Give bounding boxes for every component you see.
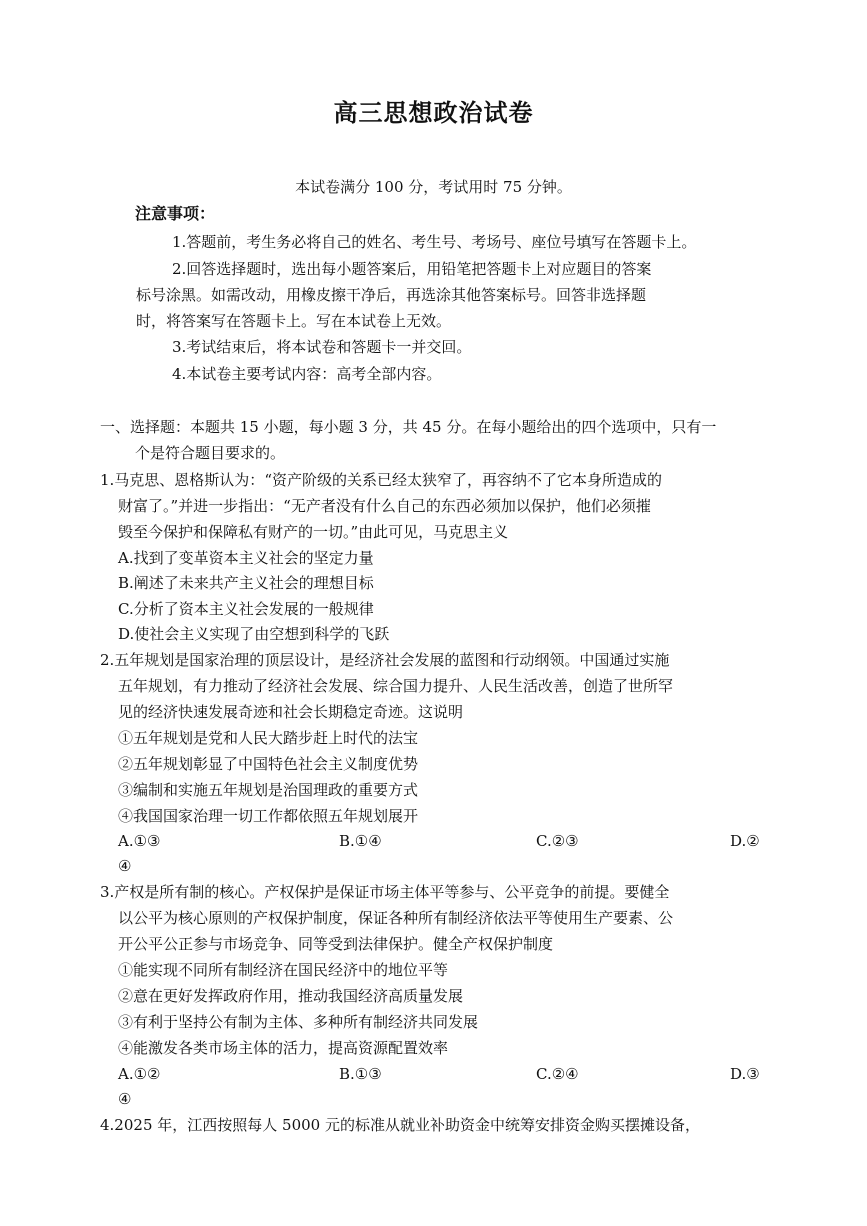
page-title: 高三思想政治试卷 — [333, 99, 534, 127]
choice-b: B.①③ — [339, 1065, 382, 1083]
choice-c: C.②③ — [536, 832, 579, 850]
choice-b: B.①④ — [339, 832, 382, 850]
notice-item: 3.考试结束后，将本试卷和答题卡一并交回。 — [172, 338, 472, 356]
question-stem: 2.五年规划是国家治理的顶层设计，是经济社会发展的蓝图和行动纲领。中国通过实施 — [100, 651, 670, 669]
question-stem: 3.产权是所有制的核心。产权保护是保证市场主体平等参与、公平竞争的前提。要健全 — [100, 883, 670, 901]
statement: ④我国国家治理一切工作都依照五年规划展开 — [118, 807, 419, 825]
choice-a: A.①② — [118, 1065, 161, 1083]
choice-d: D.② — [730, 832, 760, 850]
statement: ③有利于坚持公有制为主体、多种所有制经济共同发展 — [118, 1013, 479, 1031]
question-stem: 1.马克思、恩格斯认为：“资产阶级的关系已经太狭窄了，再容纳不了它本身所造成的 — [100, 471, 662, 489]
exam-info: 本试卷满分 100 分，考试用时 75 分钟。 — [295, 178, 572, 196]
statement: ①五年规划是党和人民大踏步赶上时代的法宝 — [118, 729, 419, 747]
choice-a: A.①③ — [118, 832, 161, 850]
section-heading-cont: 个是符合题目要求的。 — [135, 444, 286, 462]
answer-option: A.找到了变革资本主义社会的坚定力量 — [118, 549, 374, 567]
question-stem: 财富了。”并进一步指出：“无产者没有什么自己的东西必须加以保护，他们必须摧 — [118, 497, 651, 515]
notice-heading: 注意事项： — [135, 204, 216, 223]
question-stem: 开公平公正参与市场竞争、同等受到法律保护。健全产权保护制度 — [118, 935, 554, 953]
question-stem: 4.2025 年，江西按照每人 5000 元的标准从就业补助资金中统筹安排资金购买摆摊设备， — [100, 1116, 700, 1134]
choice-d-wrap: ④ — [118, 857, 132, 875]
answer-option: C.分析了资本主义社会发展的一般规律 — [118, 600, 374, 618]
answer-option: B.阐述了未来共产主义社会的理想目标 — [118, 574, 374, 592]
notice-item: 1.答题前，考生务必将自己的姓名、考生号、考场号、座位号填写在答题卡上。 — [172, 233, 697, 251]
statement: ①能实现不同所有制经济在国民经济中的地位平等 — [118, 961, 449, 979]
statement: ③编制和实施五年规划是治国理政的重要方式 — [118, 781, 419, 799]
choice-d: D.③ — [730, 1065, 760, 1083]
question-stem: 毁至今保护和保障私有财产的一切。”由此可见，马克思主义 — [118, 523, 509, 541]
notice-item: 4.本试卷主要考试内容：高考全部内容。 — [172, 365, 442, 383]
choice-row — [118, 831, 778, 851]
statement: ④能激发各类市场主体的活力，提高资源配置效率 — [118, 1039, 449, 1057]
question-stem: 见的经济快速发展奇迹和社会长期稳定奇迹。这说明 — [118, 703, 464, 721]
notice-item: 2.回答选择题时，选出每小题答案后，用铅笔把答题卡上对应题目的答案 — [172, 260, 652, 278]
notice-item: 时，将答案写在答题卡上。写在本试卷上无效。 — [136, 312, 452, 330]
choice-row — [118, 1064, 778, 1084]
choice-d-wrap: ④ — [118, 1090, 132, 1108]
question-stem: 五年规划，有力推动了经济社会发展、综合国力提升、人民生活改善，创造了世所罕 — [118, 677, 674, 695]
answer-option: D.使社会主义实现了由空想到科学的飞跃 — [118, 625, 390, 643]
question-stem: 以公平为核心原则的产权保护制度，保证各种所有制经济依法平等使用生产要素、公 — [118, 909, 674, 927]
notice-item: 标号涂黑。如需改动，用橡皮擦干净后，再选涂其他答案标号。回答非选择题 — [136, 286, 647, 304]
choice-c: C.②④ — [536, 1065, 579, 1083]
statement: ②五年规划彰显了中国特色社会主义制度优势 — [118, 755, 419, 773]
statement: ②意在更好发挥政府作用，推动我国经济高质量发展 — [118, 987, 464, 1005]
section-heading: 一、选择题：本题共 15 小题，每小题 3 分，共 45 分。在每小题给出的四个选项中，只有一 — [100, 418, 717, 436]
